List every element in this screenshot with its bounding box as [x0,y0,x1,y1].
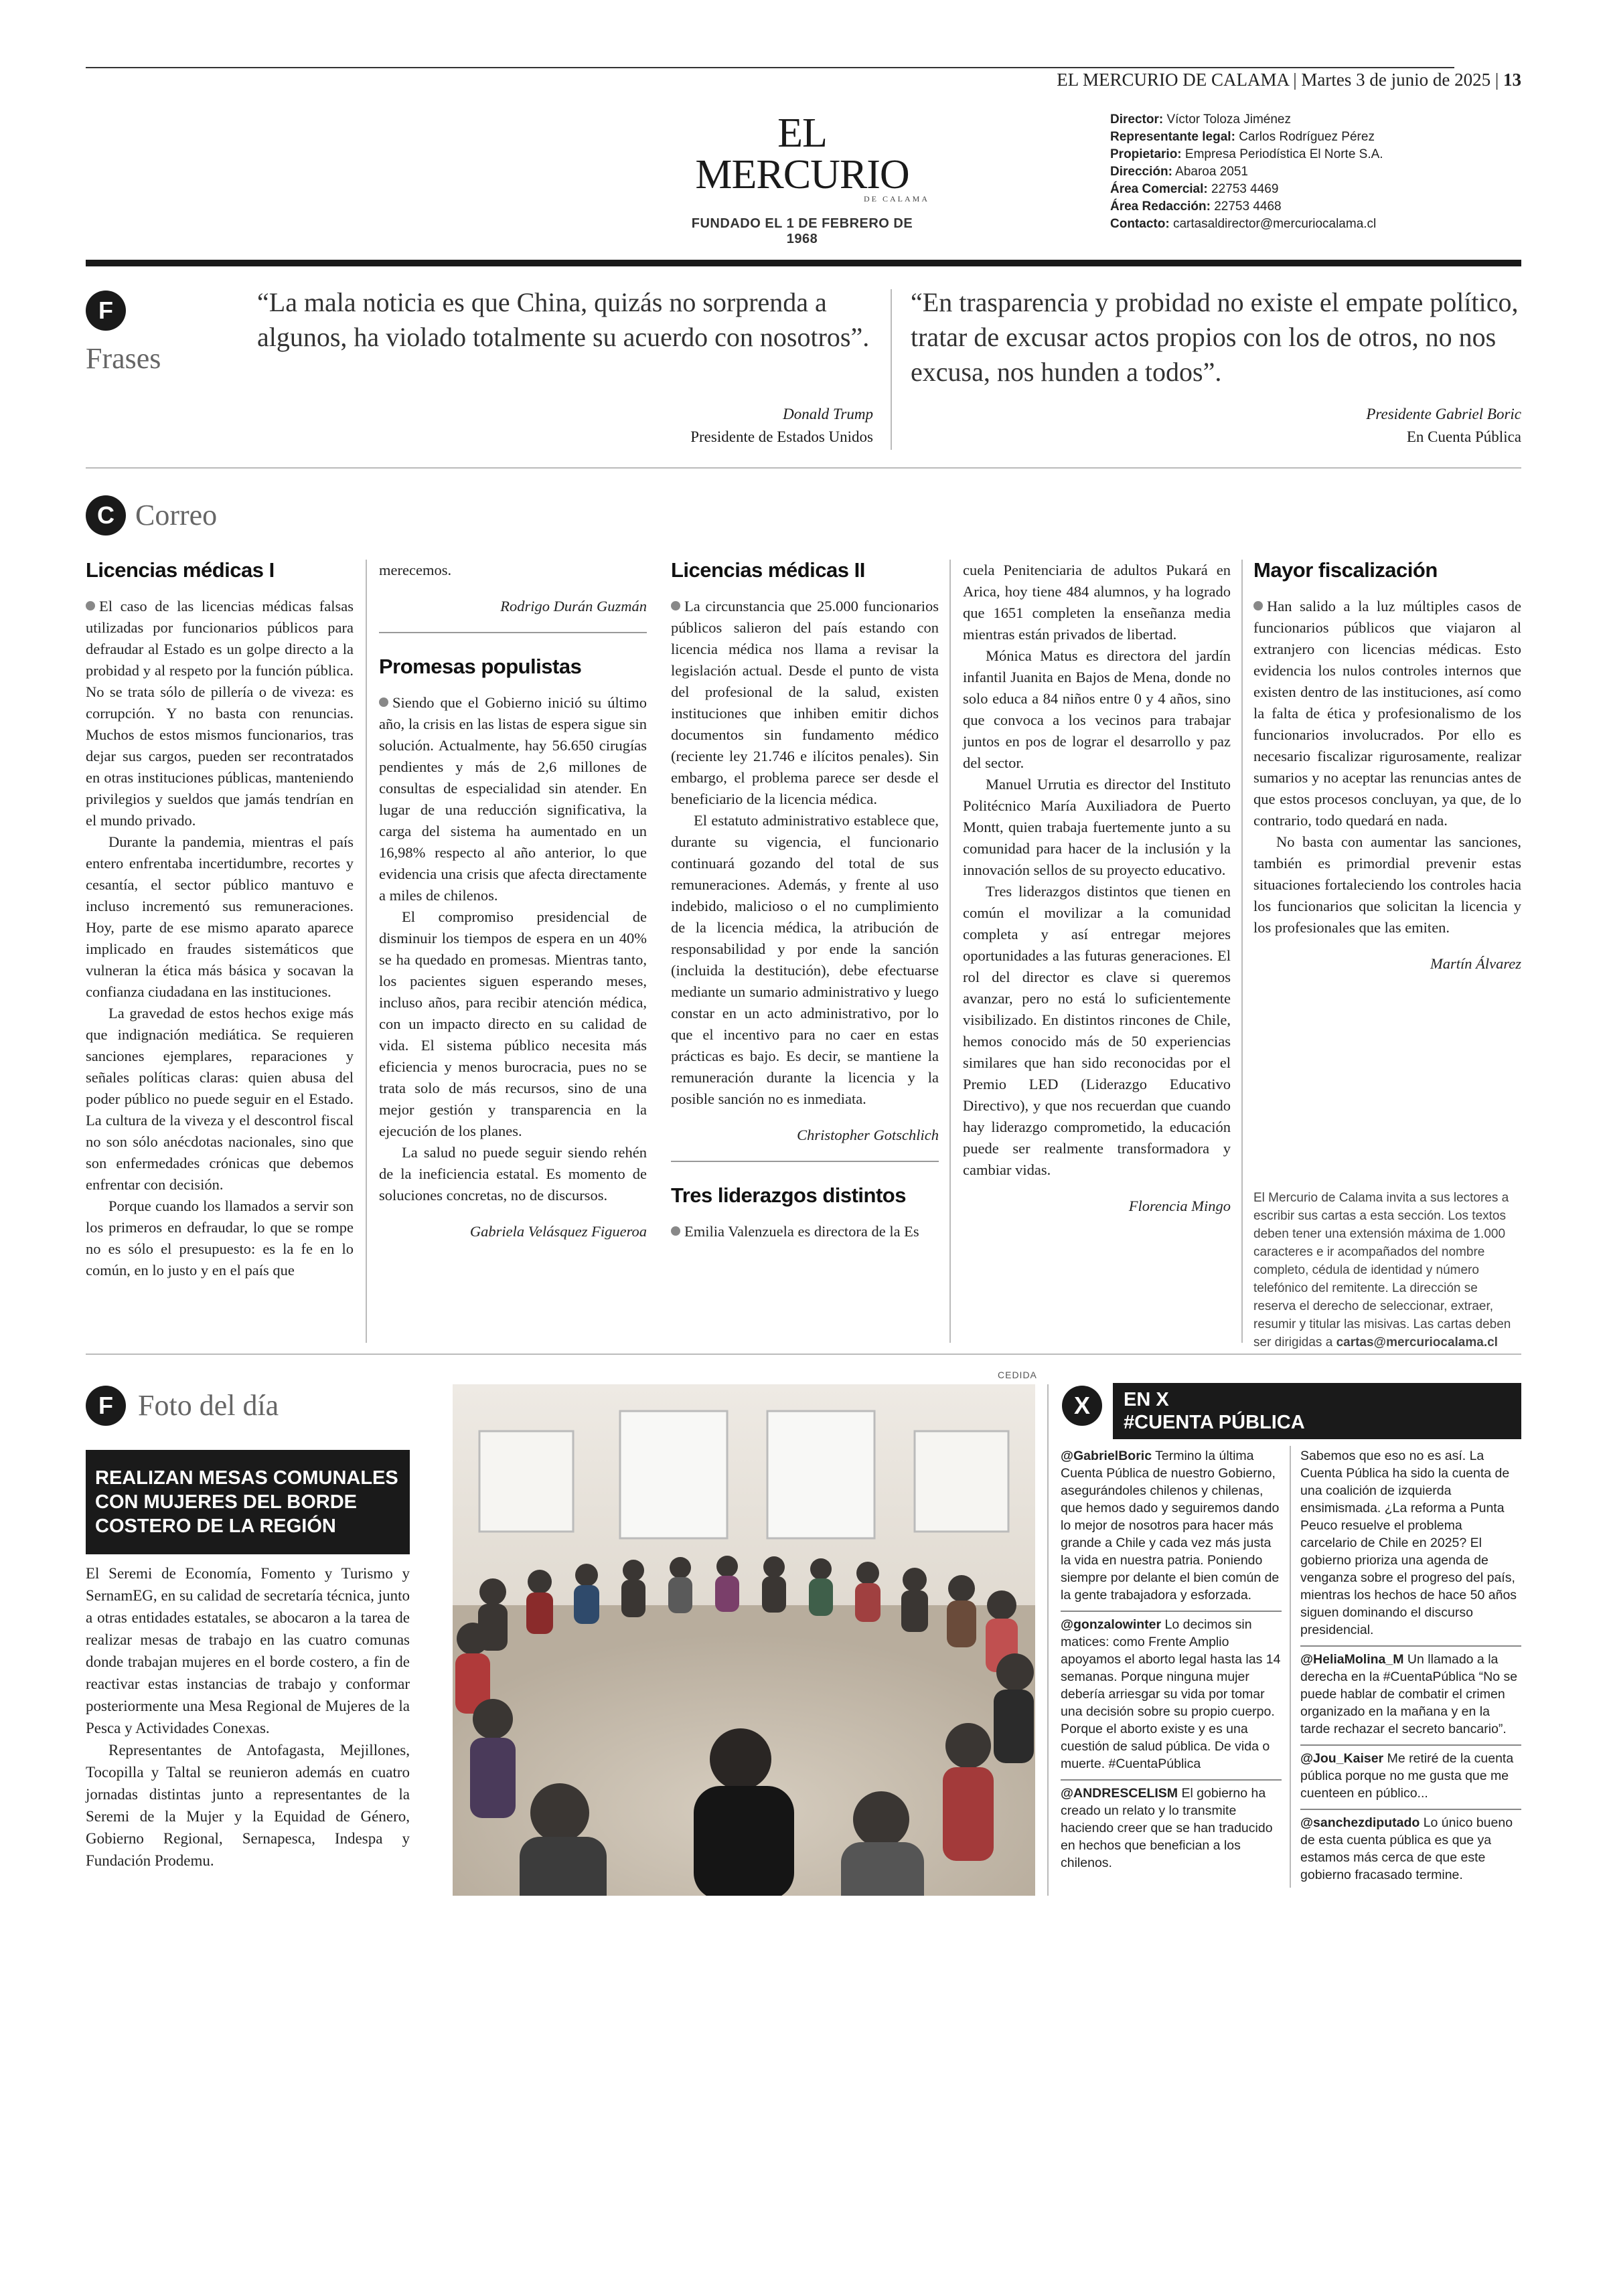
quote-role: En Cuenta Pública [1406,428,1521,445]
correo-label: Correo [135,499,218,531]
letter-title: Licencias médicas II [671,558,865,582]
tweet [1300,1647,1521,1746]
quote-author: Presidente Gabriel Boric [1366,406,1521,422]
photo-headline-box [86,1450,410,1554]
bullet-icon [671,1226,680,1236]
tweet-text: El gobierno ha creado un relato y lo transmite haciendo creer que se han traducido en hechos que benefician a los chilenos. [1061,1786,1273,1870]
tweet-handle[interactable]: @Jou_Kaiser [1300,1751,1384,1766]
staff-line: Representante legal: Carlos Rodríguez Pérez [1110,130,1375,144]
letter-paragraph: No basta con aumentar las sanciones, también es primordial prevenir estas situaciones fortaleciendo los controles hacia los funcionarios que solicitan la licencia y los profesionales que las emiten. [1253,833,1521,936]
column-rule [1241,560,1243,1343]
column-rule [949,560,951,1343]
top-rule [86,67,1454,68]
staff-box [1110,111,1458,233]
page-number: 13 [1503,70,1521,90]
letter-paragraph: El compromiso presidencial de disminuir los tiempos de espera en un 40% se ha quedado en promesas. Mientras tanto, los pacientes siguen esperando meses, incluso años, para recibir atención médica, con un impacto directo en su calidad de vida. El sistema público necesita más eficiencia y menos burocracia, pues no se trata solo de más recursos, sino de una mejor gestión y transparencia en la ejecución de los planes. [379,908,647,1139]
tweet-text: Lo decimos sin matices: como Frente Amplio apoyamos el aborto legal hasta las 14 semanas. Porque ninguna mujer debería arriesgar su vida por tomar una decisión sobre su propio cuerpo. Porque el aborto existe y es una cuestión de salud pública. De vida o muerte. #CuentaPública [1061,1617,1281,1771]
quote-role: Presidente de Estados Unidos [690,428,873,445]
tweet-handle[interactable]: @HeliaMolina_M [1300,1652,1404,1667]
quote-text: “En trasparencia y probidad no existe el empate político, tratar de excusar actos propios con los de otros, no nos excusa, nos hunden a todos”. [911,287,1519,387]
foto-label: Foto del día [138,1389,279,1422]
tweet [1061,1781,1282,1878]
section-divider [86,1354,1521,1355]
staff-line: Área Redacción: 22753 4468 [1110,199,1282,214]
column-rule [1047,1384,1049,1896]
newspaper-name: EL MERCURIO DE CALAMA [1057,70,1289,90]
letter-divider [671,1161,939,1162]
letter-paragraph: Durante la pandemia, mientras el país entero enfrentaba incertidumbre, recortes y cesantía, el sector público mantuvo e incluso incrementó sus remuneraciones. Hoy, parte de ese mismo aparato aparece implicado en fraudes sistemáticos que vulneran la ética más básica y socavan la confianza ciudadana en las instituciones. [86,833,354,1000]
letter-title: Licencias médicas I [86,558,275,582]
letter-paragraph: Porque cuando los llamados a servir son los primeros en defraudar, lo que se rompe no es sólo el presupuesto: es la fe en lo común, en lo justo y en el país que [86,1198,354,1279]
page-info: EL MERCURIO DE CALAMA | Martes 3 de junio de 2025 | 13 [1057,70,1521,90]
letter-paragraph: El caso de las licencias médicas falsas utilizadas por funcionarios públicos para defraudar al Estado es un golpe directo a la probidad y al respeto por la función pública. No se trata sólo de pillería o de viveza: es corrupción. Y no basta con renuncias. Muchos de estos mismos funcionarios, tras dejar sus cargos, pueden ser recontratados en otras instituciones públicas, manteniendo privilegios y sueldos que jamás tendrían en el mundo privado. [86,598,354,829]
tweet-text: Me retiré de la cuenta pública porque no me gusta que me cuenteen en público... [1300,1751,1514,1801]
letter-paragraph: El estatuto administrativo establece que, durante su vigencia, el funcionario continuará gozando del total de sus remuneraciones. Además, y frente al uso indebido, malicioso o el no cumplimiento de la licencia médica, la atribución de responsabilidad y por ende la sanción (incluida la destitución), debe efectuarse mediante un sumario administrativo y luego constar en un acto administrativo, por lo que el incentivo para no caer en estas prácticas es bajo. Es decir, se mantiene la remuneración durante la licencia y la posible sanción no es inmediata. [671,812,939,1107]
x-title-line1: EN X [1124,1389,1169,1410]
tweet-handle[interactable]: @ANDRESCELISM [1061,1786,1178,1801]
letter-paragraph: Mónica Matus es directora del jardín infantil Juanita en Bajos de Mena, donde no solo educa a 84 niños entre 0 y 4 años, sino que convoca a los vecinos para trabajar juntos en pos de lograr el desarrollo y paz del sector. [963,647,1231,771]
masthead [675,112,929,247]
letter-signature: Christopher Gotschlich [797,1127,939,1143]
quote-divider [891,289,892,450]
staff-line: Área Comercial: 22753 4469 [1110,182,1279,196]
letter-fiscalizacion [1253,560,1521,975]
correo-badge: C [86,495,126,536]
column-4 [963,560,1231,1217]
tweets-column-1 [1061,1443,1282,1878]
tweet-text: Sabemos que eso no es así. La Cuenta Pública ha sido la cuenta de una coalición de izquierda ensimismada. ¿La reforma a Punta Peuco resuelve el problema carcelario de Chile en 2025? El gobierno prioriza una agenda de venganza sobre el progreso del país, mientras los hechos de hace 50 años siguen dominando el discurso presidencial. [1300,1449,1517,1637]
issue-date: Martes 3 de junio de 2025 [1301,70,1491,90]
letter-paragraph: Manuel Urrutia es director del Instituto Politécnico María Auxiliadora de Puerto Montt, quien trabaja fuertemente junto a su comunidad para hacer de la inclusión y la innovación sellos de su proyecto educativo. [963,776,1231,878]
letter-divider [379,632,647,633]
bullet-icon [379,698,388,707]
story-paragraph: Representantes de Antofagasta, Mejillones, Tocopilla y Taltal se reunieron además en cuatro jornadas distintas junto a representantes de la Seremi de la Mujer y la Equidad de Género, Gobierno Regional, Sernapesca, Indespa y Fundación Prodemu. [86,1742,410,1869]
tweet [1061,1443,1282,1612]
frases-badge: F [86,291,126,331]
letter-paragraph: La circunstancia que 25.000 funcionarios públicos salieron del país estando con licencia médica nos llama a revisar la legislación actual. Desde el punto de vista del profesional de la salud, existen instituciones que inhiben emitir dichos documentos sin fundamento médico (reciente ley 21.746 e ilícitos penales). Sin embargo, el problema parece ser desde el beneficiario de la licencia médica. [671,598,939,807]
quote-author: Donald Trump [783,406,873,422]
staff-line: Dirección: Abaroa 2051 [1110,165,1248,179]
staff-line: Propietario: Empresa Periodística El Norte S.A. [1110,147,1383,161]
contact-email[interactable]: cartasaldirector@mercuriocalama.cl [1172,217,1377,231]
letter-signature: Martín Álvarez [1430,955,1521,972]
tweet-text: Termino la última Cuenta Pública de nuestro Gobierno, asegurándoles chilenos y chilenas, que hemos dado y seguiremos dando lo mejor de nosotros para hacer más grande a Chile y cada vez más justa la vida en nuestra patria. Poniendo siempre por delante el bien común de la gente trabajadora y esforzada. [1061,1449,1280,1603]
letter-paragraph: Siendo que el Gobierno inició su último año, la crisis en las listas de espera sigue sin solución. Actualmente, hay 56.650 cirugías pendientes y más de 2,6 millones de consultas de especialidad sin atender. En lugar de una reducción significativa, la carga del sistema ha aumentado en un 16,98% respecto al año anterior, lo que evidencia una crisis que afecta directamente a miles de chilenos. [379,694,647,904]
x-title-line2: #CUENTA PÚBLICA [1124,1412,1305,1433]
photo-women-meeting [453,1384,1035,1896]
letter-paragraph: La salud no puede seguir siendo rehén de la ineficiencia estatal. Es momento de soluciones concretas, no de discursos. [379,1144,647,1204]
quote-text: “La mala noticia es que China, quizás no sorprenda a algunos, ha violado totalmente su acuerdo con nosotros”. [257,287,870,352]
letter-title: Tres liderazgos distintos [671,1183,906,1207]
story-paragraph: El Seremi de Economía, Fomento y Turismo y SernamEG, en su calidad de secretaría técnica, junto a otras entidades estatales, se abocaron a la tarea de realizar mesas de trabajo en las cuatro comunas donde trabajan mujeres en el borde costero, a fin de reactivar estas instancias de trabajo y conformar posteriormente una Mesa Regional de Mujeres de la Pesca y Actividades Conexas. [86,1565,410,1736]
tweet [1061,1612,1282,1781]
letter-paragraph: Emilia Valenzuela es directora de la Es [684,1223,919,1240]
photo-story [86,1562,410,1872]
letters-policy-note: El Mercurio de Calama invita a sus lectores a escribir sus cartas a esta sección. Los textos deben tener una extensión máxima de 1.000 caracteres e ir acompañados del nombre completo, cédula de identidad y número telefónico del remitente. La dirección se reserva el derecho de seleccionar, extraer, resumir y titular las misivas. Las cartas deben ser dirigidas a cartas@mercuriocalama.cl [1253,1191,1511,1349]
photo-credit: CEDIDA [998,1370,1037,1380]
column-rule [366,560,367,1343]
letter-signature: Gabriela Velásquez Figueroa [469,1223,647,1240]
tweet-handle[interactable]: @sanchezdiputado [1300,1815,1420,1830]
photo-headline: REALIZAN MESAS COMUNALES CON MUJERES DEL BORDE COSTERO DE LA REGIÓN [95,1467,398,1537]
tweet [1300,1746,1521,1810]
staff-line: Contacto: cartasaldirector@mercuriocalama.cl [1110,217,1377,231]
photo-image [453,1384,1035,1896]
letter-licencias-1 [86,560,354,1281]
letter-signature: Florencia Mingo [1128,1198,1231,1214]
tweet-text: Un llamado a la derecha en la #CuentaPública “No se puede hablar de combatir el crimen organizado en la mañana y en la tarde rechazar el secreto bancario”. [1300,1652,1518,1736]
bullet-icon [1253,601,1263,610]
tweet [1300,1810,1521,1890]
tweet [1300,1443,1521,1647]
letter-paragraph: cuela Penitenciaria de adultos Pukará en Arica, hoy tiene 484 alumnos, y ha logrado que 1651 completen la enseñanza media mientras están privados de libertad. [963,562,1231,643]
logo-subtitle: DE CALAMA [864,194,929,203]
bullet-icon [86,601,95,610]
letter-paragraph: Han salido a la luz múltiples casos de funcionarios públicos que viajaron al extranjero con licencias médicas. Esto evidencia los nulos controles internos que existen dentro de las instituciones, así como la falta de ética y profesionalismo de los funcionarios involucrados. Por ello es necesario fiscalizar rigurosamente, realizar sumarios y no aceptar las renuncias antes de que estos procesos concluyan, ya que, de lo contrario, todo quedará en nada. [1253,598,1521,829]
letter-title: Promesas populistas [379,655,582,678]
frases-label: Frases [86,342,161,375]
letters-email[interactable]: cartas@mercuriocalama.cl [1336,1335,1498,1349]
x-section-header [1113,1383,1521,1439]
x-badge: X [1062,1386,1102,1426]
foto-badge: F [86,1386,126,1426]
tweet-handle[interactable]: @GabrielBoric [1061,1449,1152,1463]
letter-paragraph: merecemos. [379,562,452,578]
newspaper-logo: EL MERCURIO [695,110,909,197]
letter-paragraph: Tres liderazgos distintos que tienen en común el movilizar a la comunidad completa y así entregar mejores oportunidades a las futuras generaciones. El rol del director es clave si queremos avanzar, pero no está lo suficientemente visibilizado. En distintos rincones de Chile, hemos conocido más de 50 experiencias similares que han sido reconocidas por el Premio LED (Liderazgo Educativo Directivo), y que nos recuerdan que cuando hay liderazgo comprometido, la educación puede ser realmente transformadora y cambiar vidas. [963,883,1231,1178]
header-divider [86,260,1521,266]
founded-line: FUNDADO EL 1 DE FEBRERO DE 1968 [691,216,913,246]
bullet-icon [671,601,680,610]
tweets-column-2 [1300,1443,1521,1890]
column-3 [671,560,939,1242]
staff-line: Director: Víctor Toloza Jiménez [1110,112,1291,127]
tweet-text: Lo único bueno de esta cuenta pública es que ya estamos más cerca de que este gobierno fracasado termine. [1300,1815,1513,1882]
letter-signature: Rodrigo Durán Guzmán [500,598,647,614]
column-rule [1290,1446,1291,1888]
column-2 [379,560,647,1242]
letter-title: Mayor fiscalización [1253,558,1438,582]
section-divider [86,467,1521,469]
letter-paragraph: La gravedad de estos hechos exige más que indignación mediática. Se requieren sanciones ejemplares, reparaciones y señales políticas claras: quien abusa del poder público no puede seguir en el Estado. La cultura de la viveza y el descontrol fiscal no son sólo anécdotas nacionales, sino que son enfermedades crónicas que debemos enfrentar con decisión. [86,1005,354,1193]
tweet-handle[interactable]: @gonzalowinter [1061,1617,1162,1632]
